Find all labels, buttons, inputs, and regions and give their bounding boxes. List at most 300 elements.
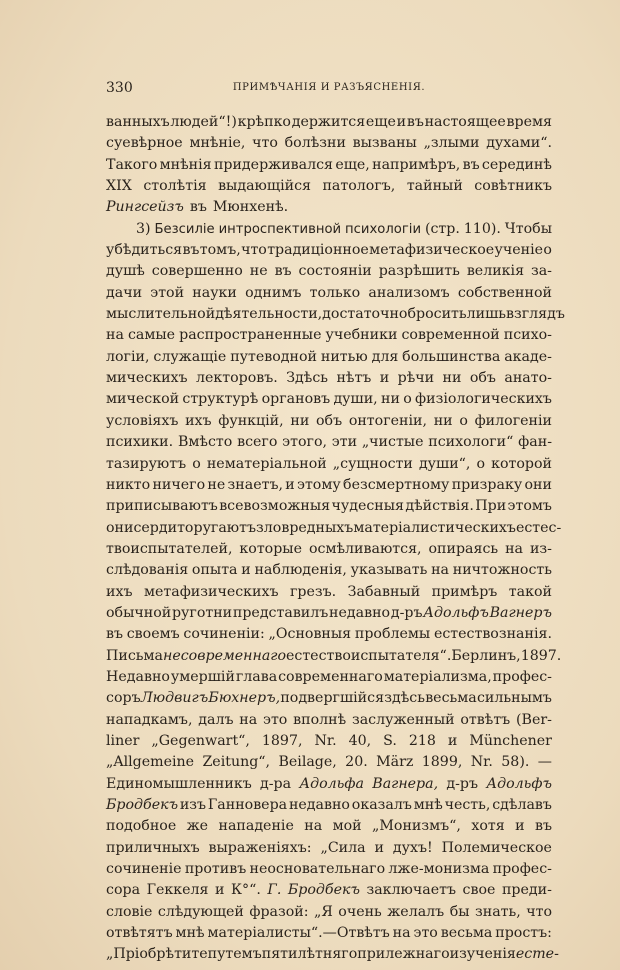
word: духами“. [486,135,552,152]
text-line [106,624,552,645]
running-head: ПРИМѢЧАНІЯ И РАЗЪЯСНЕНІЯ. [232,82,426,93]
word: о [476,455,486,472]
word: учебники [325,327,398,344]
word: д-ръ [390,604,423,621]
text-line [106,325,552,346]
word: представилъ [232,604,329,621]
word: мыслительной [106,306,216,323]
word: профес- [492,861,552,878]
word: въ [534,818,552,835]
word: дѣятельности, [215,306,323,323]
word: современной [401,327,500,344]
word: призраку [451,476,523,493]
word: 110). [463,220,501,237]
text-line [106,112,552,133]
word: совѣтникъ [474,178,552,195]
word: эти [331,434,358,451]
word: мическихъ [106,370,188,387]
word: рѣчи [397,370,435,387]
word: распространенные [179,327,322,344]
word: взглядъ [506,306,565,323]
word: въ [462,156,480,173]
word: не [207,476,226,493]
word: въ [406,114,424,130]
word: знаетъ, [227,476,283,493]
word: о [459,412,468,429]
word: ихъ [185,412,212,429]
word: Геккеля [146,882,209,899]
word: филогеніи [474,412,552,429]
word: „Gegenwart“, [151,732,250,749]
word: безсмертному [343,476,450,493]
word: (стр. [424,220,460,237]
word: этой [150,284,185,301]
word: „чистые [361,434,424,451]
word: Beilage, [278,754,337,771]
word: далъ [198,711,234,728]
word: Вагнера, [372,775,439,792]
word: этомъ [507,498,552,515]
word: функцій, [218,412,284,429]
text-line [106,667,552,688]
word: состояніи [298,263,372,280]
word: не [249,263,268,280]
text-line [106,688,552,709]
word: за- [530,263,552,280]
word: Единомышленникъ [106,775,252,792]
word: и [374,839,384,856]
text-line [106,603,552,624]
word: простъ: [495,925,552,942]
word: великія [466,263,525,280]
word: мнѣ [413,797,443,813]
word: объ [469,370,496,387]
word: же [186,818,209,835]
word: для [371,348,399,365]
word: мической [106,391,180,408]
text-line [106,347,552,368]
word: тазируютъ [106,455,187,472]
word: заслуженный [351,711,455,728]
text-line [106,710,552,731]
word: недавно [288,797,350,813]
word: Чтобы [504,220,552,237]
word: суевѣрное [106,135,183,152]
text-line [106,454,552,475]
word: психики. [106,434,174,451]
word: духъ! [392,839,433,856]
word: весьма [440,925,493,942]
word: достаточно [322,306,408,323]
word: изученія [449,946,516,963]
word: на [106,327,124,344]
text-line [106,197,552,218]
word: метафизическое [369,242,495,259]
word: придерживался [213,156,334,173]
word: объ [315,412,343,429]
word: März [376,754,414,771]
word: ни [442,370,462,387]
word: болѣзни [284,135,346,152]
word: вполнѣ [293,711,347,728]
word: въ [182,242,200,259]
word: ихъ [106,583,133,600]
word: бы [449,903,470,920]
word: недавно [329,604,391,621]
text-line [106,283,552,304]
word: напримѣръ, [372,156,461,173]
word: примѣръ [431,583,498,600]
word: и [215,882,225,899]
word: фан- [518,434,552,451]
word: Nr. [314,732,337,749]
word: нападеніе [218,818,294,835]
word: держится [291,114,366,130]
word: „Я [314,903,333,920]
word: еще [365,114,396,130]
word: отвѣтятъ [106,925,173,942]
word: ни [380,391,400,408]
word: разрѣшить [378,263,460,280]
text-line [106,944,559,965]
word: „сущности [332,455,413,472]
word: однимъ [245,284,302,301]
word: пятилѣтняго [261,946,358,963]
word: 218 [408,732,436,749]
word: При [475,498,507,515]
word: матеріалисты“.—Отвѣтъ [207,925,390,942]
text-line [106,389,552,410]
word: Nr. [470,754,493,771]
word: весьма [425,690,477,707]
word: подобное [106,818,177,835]
text-line [106,475,552,496]
body-text [106,112,565,966]
word: такой [508,583,552,600]
word: оказалъ [351,797,412,813]
word: ни [290,412,310,429]
word: время [506,114,552,130]
word: Забавный [347,583,421,600]
word: которой [491,455,552,472]
word: д-ръ [446,775,479,792]
word: S. [383,732,397,749]
word: Münchener [469,732,552,749]
word: служащіе [153,348,227,365]
word: подвергшійся [280,690,385,707]
word: руготни [171,604,233,621]
word: (Ber- [516,711,552,728]
text-line [106,240,552,261]
word: интроспективной [218,221,342,237]
word: традиціонное [267,242,369,259]
word: мнѣ [175,925,205,942]
word: 20. [345,754,368,771]
text-line [106,411,552,432]
word: въ [274,263,292,280]
word: фразой: [249,903,309,920]
word: нематеріальной [206,455,327,472]
word: 3) [136,220,151,237]
word: сдѣлавъ [492,797,552,813]
word: анато- [504,370,552,387]
word: заключаетъ [366,882,456,899]
word: выраженіяхъ: [208,839,312,856]
word: на [239,711,258,728]
word: — [537,754,552,771]
word: они [524,476,552,493]
word: Полемическое [441,839,552,856]
text-line [106,838,552,859]
word: души, [333,391,378,408]
text-line [106,518,562,539]
word: опыта [191,562,238,579]
word: сочиненіе [106,861,182,878]
word: о [192,455,201,472]
word: томъ, [199,242,241,259]
word: психо- [503,327,552,344]
word: есте- [515,946,559,963]
word: онтогеніи, [348,412,427,429]
word: ни [433,412,453,429]
word: приписываютъ [106,498,218,515]
word: и [285,476,295,493]
word: всевозможныя [219,498,331,515]
word: приличныхъ [106,839,200,856]
word: и [396,114,407,130]
word: мнѣнія [159,156,212,173]
word: осмѣливаются, [308,540,422,557]
word: из- [529,540,552,557]
word: лишь [466,306,507,323]
word: отвѣтъ [460,711,511,728]
text-line [106,774,552,795]
text-line [106,646,562,667]
word: умершій [170,668,235,685]
word: Безсиліе [154,221,215,237]
word: 1899, [421,754,463,771]
word: структурѣ [182,391,259,408]
word: наблюденія, [254,562,347,579]
word: матеріалистическихъ [353,519,516,536]
word: въ [106,626,124,643]
word: „Основныя [268,626,352,643]
word: нападкамъ, [106,711,193,728]
word: 40, [348,732,372,749]
word: только [309,284,361,301]
word: ничтожность [452,562,552,579]
word: столѣтія [143,178,207,195]
word: и [515,818,525,835]
text-line [106,496,552,517]
word: ванныхъ [106,114,170,130]
word: души“, [418,455,471,472]
word: желалъ [387,903,445,920]
word: дѣйствія. [405,498,474,515]
word: Бюхнеръ, [208,690,281,707]
word: прилежнаго [357,946,450,963]
text-line [106,752,552,773]
text-line [106,795,552,816]
word: Адольфа [299,775,364,792]
word: Г. [267,882,282,899]
word: психологіи [345,221,422,237]
text-line [106,368,552,389]
word: Вмѣсто [177,434,233,451]
word: никто [106,476,151,493]
word: душѣ [106,263,145,280]
word: очень [338,903,382,920]
word: современнаго [278,668,383,685]
word: это [263,711,288,728]
word: опираясь [428,540,499,557]
word: знать, [475,903,521,920]
word: матеріализма, [383,668,492,685]
word: изъ [179,797,207,813]
word: Вагнеръ [489,604,552,621]
word: честь, [444,797,491,813]
word: Такого [106,156,158,173]
word: путеводной [230,348,317,365]
word: патологъ, [322,178,396,195]
text-line [106,219,552,240]
word: большинства [402,348,501,365]
word: этого, [282,434,327,451]
word: и [241,562,251,579]
word: естес- [515,519,562,536]
word: путемъ [207,946,262,963]
word: вызваны [352,135,417,152]
text-line [106,304,565,325]
word: словіе [106,903,153,920]
page-number: 330 [106,80,133,96]
word: Адольфъ [486,775,552,792]
word: которые [239,540,302,557]
word: нѣтъ [336,370,372,387]
word: ничего [152,476,206,493]
word: что [526,903,552,920]
text-line [106,155,552,176]
text-line [106,560,552,581]
word: ученіе [494,242,544,259]
word: д-ра [260,775,292,792]
word: Адольфъ [423,604,489,621]
word: Недавно [106,668,170,685]
word: Людвигъ [140,690,209,707]
word: мнѣніе, [189,135,246,152]
word: Берлинъ, [451,647,521,664]
word: несовременнаго [163,647,286,664]
word: метафизическихъ [143,583,279,600]
word: на [304,818,323,835]
word: Бродбекъ [106,797,179,813]
word: Мюнхенѣ. [212,199,289,216]
word: на [392,925,411,942]
word: сердито [133,519,194,536]
word: „Пріобрѣтите [106,946,208,963]
word: что [241,242,267,259]
word: убѣдиться [106,242,183,259]
word: 58). [501,754,530,771]
word: „Сила [320,839,366,856]
word: мой [332,818,362,835]
word: liner [106,732,140,749]
word: Здѣсь [286,370,329,387]
text-line [106,539,552,560]
word: 1897. [520,647,562,664]
page-header [106,80,552,100]
text-line [106,176,552,197]
text-line [106,859,552,880]
word: о [403,391,412,408]
word: чудесныя [331,498,404,515]
word: физіологическихъ [415,391,552,408]
word: естествознанія. [433,626,552,643]
word: логіи, [106,348,150,365]
word: совершенно [151,263,243,280]
word: и [447,732,458,749]
word: о [543,242,552,259]
word: слѣдующей [157,903,244,920]
word: тайный [406,178,463,195]
word: обычной [106,604,172,621]
word: „Allgemeine [106,754,195,771]
word: что [252,135,278,152]
text-line [106,902,552,923]
word: грезъ. [290,583,337,600]
word: бросить [407,306,467,323]
word: хотя [471,818,505,835]
word: твоиспытателей, [106,540,233,557]
word: Рингсейзъ [106,199,184,216]
word: К°“. [231,882,261,899]
word: свое [462,882,496,899]
word: Письма [106,647,163,664]
word: лекторовъ. [195,370,278,387]
word: противъ [184,861,247,878]
word: анализомъ [368,284,450,301]
word: выдающійся [218,178,311,195]
word: они [106,519,134,536]
word: условіяхъ [106,412,179,429]
word: нитью [320,348,368,365]
text-line [106,731,552,752]
word: своемъ [126,626,180,643]
word: собственной [457,284,552,301]
word: и [379,370,390,387]
word: людей“!) [170,114,237,130]
word: здѣсь [384,690,425,707]
word: настоящее [424,114,506,130]
word: органовъ [261,391,331,408]
word: соръ [106,690,141,707]
text-line [106,133,552,154]
word: сора [106,882,141,899]
word: психологи“ [428,434,514,451]
text-line [106,880,552,901]
word: серединѣ [481,156,552,173]
word: неосновательнаго [249,861,386,878]
word: самые [127,327,176,344]
word: еще, [335,156,370,173]
word: 1897, [261,732,303,749]
word: этому [297,476,341,493]
word: слѣдованія [106,562,189,579]
word: „Монизмъ“, [372,818,461,835]
text-line [106,432,552,453]
text-line [106,816,552,837]
text-line [106,923,552,944]
